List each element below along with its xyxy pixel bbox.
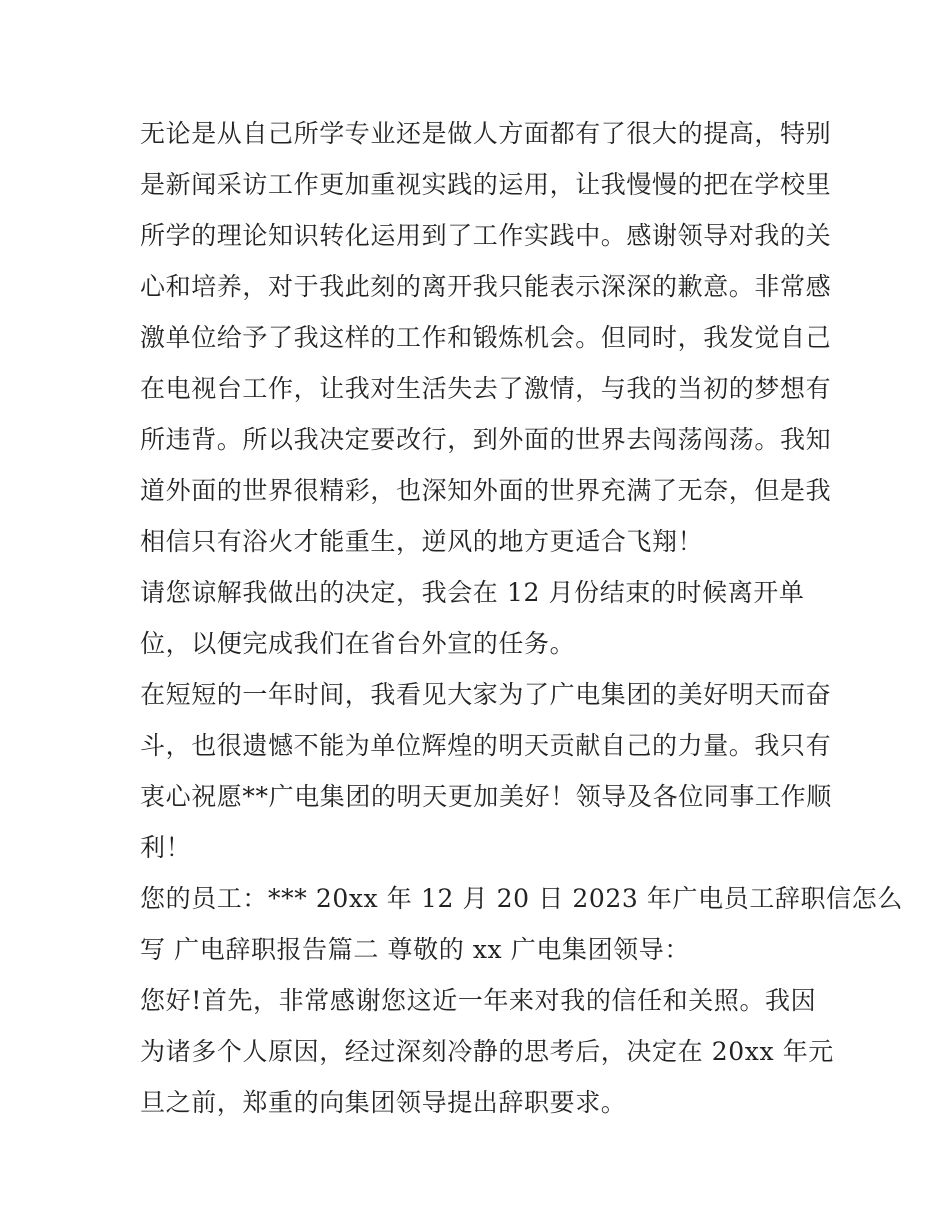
text-line: 请您谅解我做出的决定，我会在 12 月份结束的时候离开单	[140, 578, 805, 607]
text-line: 相信只有浴火才能重生，逆风的地方更适合飞翔！	[140, 527, 704, 556]
text-line: 写 广电辞职报告篇二 尊敬的 xx 广电集团领导：	[140, 935, 690, 964]
text-line: 斗，也很遗憾不能为单位辉煌的明天贡献自己的力量。我只有	[140, 731, 832, 760]
text-line: 是新闻采访工作更加重视实践的运用，让我慢慢的把在学校里	[140, 170, 832, 199]
text-line: 道外面的世界很精彩，也深知外面的世界充满了无奈，但是我	[140, 476, 832, 505]
text-line: 在电视台工作，让我对生活失去了激情，与我的当初的梦想有	[140, 374, 832, 403]
text-line: 您好!首先，非常感谢您这近一年来对我的信任和关照。我因	[140, 986, 817, 1015]
text-line: 衷心祝愿**广电集团的明天更加美好！领导及各位同事工作顺	[140, 782, 832, 811]
text-line: 您的员工：*** 20xx 年 12 月 20 日 2023 年广电员工辞职信怎么	[140, 884, 903, 913]
text-line: 激单位给予了我这样的工作和锻炼机会。但同时，我发觉自己	[140, 323, 832, 352]
text-line: 所违背。所以我决定要改行，到外面的世界去闯荡闯荡。我知	[140, 425, 832, 454]
text-line: 所学的理论知识转化运用到了工作实践中。感谢领导对我的关	[140, 221, 832, 250]
text-line: 旦之前，郑重的向集团领导提出辞职要求。	[140, 1088, 627, 1117]
text-line: 利！	[140, 833, 192, 862]
text-line: 为诸多个人原因，经过深刻冷静的思考后，决定在 20xx 年元	[140, 1037, 834, 1066]
document-body	[140, 108, 903, 1128]
text-line: 位，以便完成我们在省台外宣的任务。	[140, 629, 576, 658]
text-line: 心和培养，对于我此刻的离开我只能表示深深的歉意。非常感	[140, 272, 832, 301]
text-line: 在短短的一年时间，我看见大家为了广电集团的美好明天而奋	[140, 680, 832, 709]
text-line: 无论是从自己所学专业还是做人方面都有了很大的提高，特别	[140, 119, 832, 148]
